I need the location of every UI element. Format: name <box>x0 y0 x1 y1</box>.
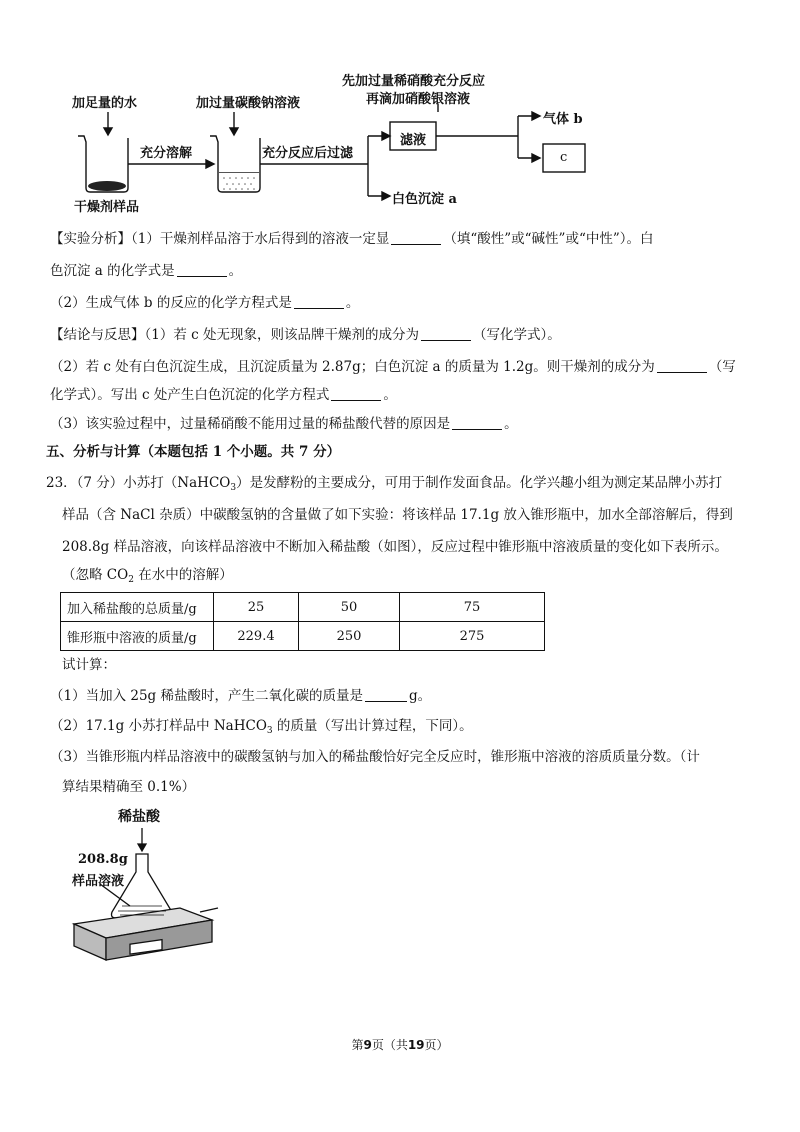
table-cell: 75 <box>400 593 545 622</box>
label-reagent1: 加过量碳酸钠溶液 <box>196 96 301 111</box>
analysis-line-3: （2）生成气体 b 的反应的化学方程式是 。 <box>50 295 360 311</box>
calc-q2: （2）17.1g 小苏打样品中 NaHCO$_3$ 的质量（写出计算过程，下同）。 <box>50 718 473 736</box>
table-cell: 50 <box>299 593 400 622</box>
table-cell: 25 <box>214 593 299 622</box>
calc-intro: 试计算： <box>62 657 116 673</box>
label-filtrate: 滤液 <box>400 133 427 148</box>
label-gas-b: 气体 b <box>543 112 583 127</box>
calc-q3-line-2: 算结果精确至 0.1%） <box>62 779 196 795</box>
label-reagent2-line1: 先加过量稀硝酸充分反应 <box>342 74 486 89</box>
table-row-header: 锥形瓶中溶液的质量/g <box>61 622 214 651</box>
calc-q3-line-1: （3）当锥形瓶内样品溶液中的碳酸氢钠与加入的稀盐酸恰好完全反应时，锥形瓶中溶液的溶质质量分数。（计 <box>50 749 700 765</box>
table-row-header: 加入稀盐酸的总质量/g <box>61 593 214 622</box>
table-row <box>61 622 545 651</box>
page-number: 9 <box>363 1038 372 1052</box>
analysis-line-2: 色沉淀 a 的化学式是 。 <box>50 263 243 279</box>
question-23-line-4: （忽略 $CO_2$ 在水中的溶解） <box>62 567 233 585</box>
label-precip-a: 白色沉淀 a <box>392 192 457 207</box>
question-23-line-2: 样品（含 NaCl 杂质）中碳酸氢钠的含量做了如下实验：将该样品 17.1g 放入锥形瓶中，加水全部溶解后，得到 <box>62 507 733 523</box>
answer-blank[interactable] <box>421 326 471 341</box>
analysis-line-4: 【结论与反思】（1）若 c 处无现象，则该品牌干燥剂的成分为 （写化学式）。 <box>50 327 561 343</box>
answer-blank[interactable] <box>365 687 407 702</box>
table-cell: 250 <box>299 622 400 651</box>
label-solution: 样品溶液 <box>72 874 125 889</box>
label-water: 加足量的水 <box>72 96 138 111</box>
solution-dots <box>223 177 255 190</box>
table-cell: 275 <box>400 622 545 651</box>
analysis-line-6: 化学式）。写出 c 处产生白色沉淀的化学方程式 。 <box>50 387 397 403</box>
label-reagent2-line2: 再滴加硝酸银溶液 <box>366 92 471 107</box>
answer-blank[interactable] <box>294 294 344 309</box>
apparatus-drawing <box>60 820 230 970</box>
answer-blank[interactable] <box>452 415 502 430</box>
calc-q1: （1）当加入 25g 稀盐酸时，产生二氧化碳的质量是 g。 <box>50 688 432 704</box>
question-23-line-1: 23．（7 分）小苏打（NaHCO$_3$）是发酵粉的主要成分，可用于制作发面食品。化学兴趣小组为测定某品牌小苏打 <box>46 475 723 493</box>
label-step2: 充分反应后过滤 <box>262 146 354 161</box>
table-cell: 229.4 <box>214 622 299 651</box>
analysis-line-5: （2）若 c 处有白色沉淀生成，且沉淀质量为 2.87g；白色沉淀 a 的质量为 1.2g。则干燥剂的成分为 （写 <box>50 359 736 375</box>
label-sample: 干燥剂样品 <box>74 200 140 215</box>
section-heading: 五、分析与计算（本题包括 1 个小题。共 7 分） <box>46 444 341 460</box>
page-total: 19 <box>407 1038 425 1052</box>
page-footer: 第9页（共19页） <box>351 1038 449 1052</box>
answer-blank[interactable] <box>657 358 707 373</box>
answer-blank[interactable] <box>177 262 227 277</box>
analysis-line-7: （3）该实验过程中，过量稀硝酸不能用过量的稀盐酸代替的原因是 。 <box>50 416 518 432</box>
label-mass: 208.8g <box>78 852 128 867</box>
analysis-line-1: 【实验分析】（1）干燥剂样品溶于水后得到的溶液一定显 （填“酸性”或“碱性”或“中性”）。白 <box>50 231 654 247</box>
diagram-drawing <box>0 0 800 220</box>
table-row <box>61 593 545 622</box>
data-table <box>60 592 545 651</box>
label-step1: 充分溶解 <box>140 146 193 161</box>
answer-blank[interactable] <box>391 230 441 245</box>
question-23-line-3: 208.8g 样品溶液，向该样品溶液中不断加入稀盐酸（如图），反应过程中锥形瓶中溶液质量的变化如下表所示。 <box>62 539 728 555</box>
label-c: c <box>560 150 568 165</box>
answer-blank[interactable] <box>331 386 381 401</box>
label-acid: 稀盐酸 <box>118 809 160 825</box>
